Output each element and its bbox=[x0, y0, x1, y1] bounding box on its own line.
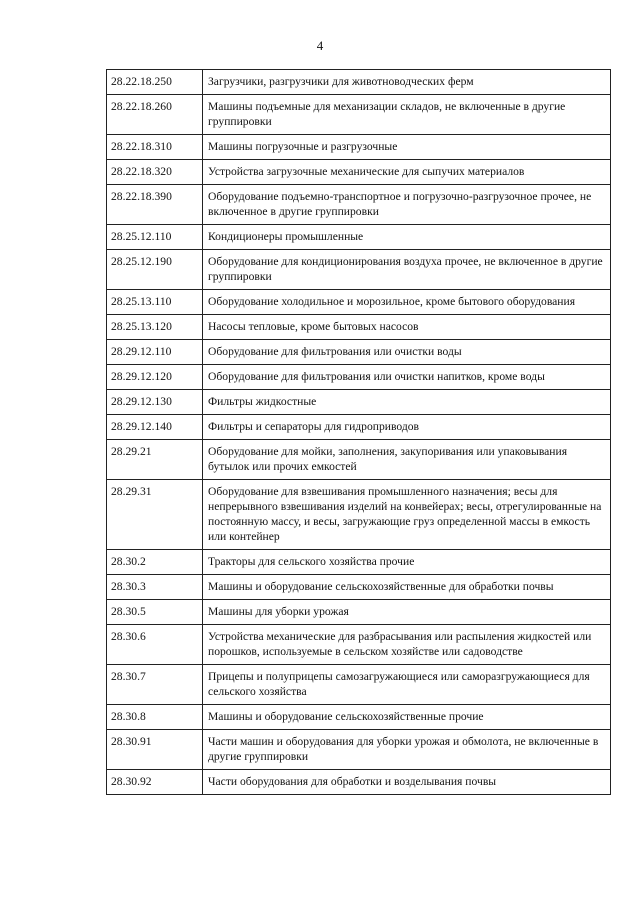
okpd-code: 28.30.91 bbox=[107, 730, 203, 770]
code-description: Оборудование подъемно-транспортное и погрузочно-разгрузочное прочее, не включенное в другие группировки bbox=[203, 185, 611, 225]
okpd-code: 28.25.13.120 bbox=[107, 315, 203, 340]
okpd-code: 28.29.12.120 bbox=[107, 365, 203, 390]
okpd-code: 28.30.92 bbox=[107, 770, 203, 795]
code-description: Тракторы для сельского хозяйства прочие bbox=[203, 550, 611, 575]
code-description: Части машин и оборудования для уборки урожая и обмолота, не включенные в другие группировки bbox=[203, 730, 611, 770]
table-row bbox=[107, 705, 611, 730]
okpd-code: 28.29.12.140 bbox=[107, 415, 203, 440]
table-row bbox=[107, 160, 611, 185]
table-row bbox=[107, 415, 611, 440]
okpd-code: 28.25.12.190 bbox=[107, 250, 203, 290]
okpd-code: 28.30.6 bbox=[107, 625, 203, 665]
table-row bbox=[107, 770, 611, 795]
code-description: Загрузчики, разгрузчики для животноводческих ферм bbox=[203, 70, 611, 95]
okpd-code: 28.30.3 bbox=[107, 575, 203, 600]
code-description: Фильтры и сепараторы для гидроприводов bbox=[203, 415, 611, 440]
okpd-code: 28.29.12.110 bbox=[107, 340, 203, 365]
table-row bbox=[107, 340, 611, 365]
table-row bbox=[107, 365, 611, 390]
okpd-code: 28.30.5 bbox=[107, 600, 203, 625]
code-description: Оборудование для взвешивания промышленного назначения; весы для непрерывного взвешивания изделий на конвейерах; весы, отрегулированные на постоянную массу, и весы, загружающие груз определенной массы в емкость или контейнер bbox=[203, 480, 611, 550]
code-description: Оборудование для фильтрования или очистки напитков, кроме воды bbox=[203, 365, 611, 390]
table-row bbox=[107, 250, 611, 290]
table-row bbox=[107, 480, 611, 550]
table-row bbox=[107, 70, 611, 95]
table-row bbox=[107, 390, 611, 415]
table-row bbox=[107, 575, 611, 600]
table-row bbox=[107, 440, 611, 480]
okpd-code: 28.22.18.390 bbox=[107, 185, 203, 225]
table-row bbox=[107, 95, 611, 135]
code-description: Оборудование холодильное и морозильное, кроме бытового оборудования bbox=[203, 290, 611, 315]
okpd-code: 28.30.7 bbox=[107, 665, 203, 705]
table-row bbox=[107, 730, 611, 770]
table-row bbox=[107, 185, 611, 225]
code-description: Насосы тепловые, кроме бытовых насосов bbox=[203, 315, 611, 340]
okpd-code: 28.22.18.320 bbox=[107, 160, 203, 185]
okpd-code: 28.22.18.310 bbox=[107, 135, 203, 160]
okpd-code: 28.25.12.110 bbox=[107, 225, 203, 250]
code-description: Части оборудования для обработки и возделывания почвы bbox=[203, 770, 611, 795]
table-row bbox=[107, 225, 611, 250]
okpd-code: 28.29.31 bbox=[107, 480, 203, 550]
code-description: Машины и оборудование сельскохозяйственные для обработки почвы bbox=[203, 575, 611, 600]
okpd-code: 28.29.21 bbox=[107, 440, 203, 480]
table-row bbox=[107, 290, 611, 315]
okpd-code: 28.30.8 bbox=[107, 705, 203, 730]
okpd-code: 28.25.13.110 bbox=[107, 290, 203, 315]
page-number: 4 bbox=[316, 38, 324, 53]
code-description: Кондиционеры промышленные bbox=[203, 225, 611, 250]
table-row bbox=[107, 315, 611, 340]
code-description: Машины погрузочные и разгрузочные bbox=[203, 135, 611, 160]
code-description: Оборудование для мойки, заполнения, закупоривания или упаковывания бутылок или прочих емкостей bbox=[203, 440, 611, 480]
table-body bbox=[107, 70, 611, 795]
table-row bbox=[107, 135, 611, 160]
code-description: Оборудование для кондиционирования воздуха прочее, не включенное в другие группировки bbox=[203, 250, 611, 290]
table-row bbox=[107, 550, 611, 575]
code-description: Прицепы и полуприцепы самозагружающиеся или саморазгружающиеся для сельского хозяйства bbox=[203, 665, 611, 705]
okpd-code: 28.22.18.250 bbox=[107, 70, 203, 95]
code-description: Машины подъемные для механизации складов, не включенные в другие группировки bbox=[203, 95, 611, 135]
code-description: Фильтры жидкостные bbox=[203, 390, 611, 415]
table-row bbox=[107, 600, 611, 625]
okpd-code: 28.30.2 bbox=[107, 550, 203, 575]
code-description: Машины и оборудование сельскохозяйственные прочие bbox=[203, 705, 611, 730]
code-description: Устройства механические для разбрасывания или распыления жидкостей или порошков, используемые в сельском хозяйстве или садоводстве bbox=[203, 625, 611, 665]
okpd-code: 28.29.12.130 bbox=[107, 390, 203, 415]
table-row bbox=[107, 665, 611, 705]
code-description: Оборудование для фильтрования или очистки воды bbox=[203, 340, 611, 365]
okpd-code: 28.22.18.260 bbox=[107, 95, 203, 135]
code-description: Устройства загрузочные механические для сыпучих материалов bbox=[203, 160, 611, 185]
table-row bbox=[107, 625, 611, 665]
code-description: Машины для уборки урожая bbox=[203, 600, 611, 625]
classification-table bbox=[106, 69, 611, 795]
